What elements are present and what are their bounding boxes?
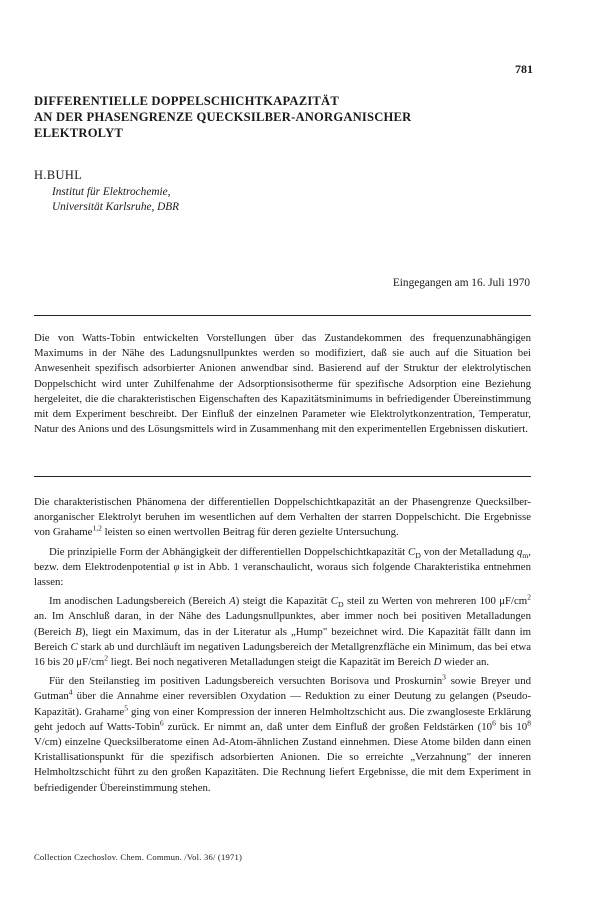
abstract-bottom-rule	[34, 476, 531, 477]
title-line-2: AN DER PHASENGRENZE QUECKSILBER-ANORGANISCHER	[34, 110, 412, 124]
abstract-top-rule	[34, 315, 531, 316]
title-line-1: DIFFERENTIELLE DOPPELSCHICHTKAPAZITÄT	[34, 94, 339, 108]
article-body	[34, 495, 531, 800]
page-number: 781	[515, 62, 533, 76]
received-date: Eingegangen am 16. Juli 1970	[392, 277, 530, 289]
journal-footer: Collection Czechoslov. Chem. Commun. /Vol. 36/ (1971)	[34, 852, 243, 862]
body-paragraph-1: Die charakteristischen Phänomena der differentiellen Doppelschichtkapazität an der Phasengrenze Quecksilber-anorganischer Elektrolyt beruhen im wesentlichen auf dem Verhalten der starren Doppelschicht. Die Ergebnisse von Grahame$^{1,2}$ leisten so einen wertvollen Beitrag für deren gezielte Untersuchung.	[34, 496, 531, 539]
body-paragraph-2: Die prinzipielle Form der Abhängigkeit der differentiellen Doppelschichtkapazität $C_D$ von der Metalladung $q_m$, bezw. dem Elektrodenpotential φ ist in Abb. 1 veranschaulicht, woraus sich folgende Charakteristika entnehmen lassen:	[34, 545, 531, 589]
body-paragraph-3: Im anodischen Ladungsbereich (Bereich A) steigt die Kapazität $C_D$ steil zu Werten von mehreren 100 $\mu F/cm^2$ an. Im Anschluß daran, in der Nähe des Ladungsnullpunktes, aber immer noch bei positiven Metalladungen (Bereich B), liegt ein Maximum, das in der Literatur als „Hump" bezeichnet wird. Die Kapazität fällt dann im Bereich C stark ab und durchläuft im negativen Ladungsbereich der Metallgrenzfläche ein Minimum, das bei etwa 16 bis 20 $\mu F/cm^2$ liegt. Bei noch negativeren Metalladungen steigt die Kapazität im Bereich D wieder an.	[34, 592, 531, 669]
title-line-3: ELEKTROLYT	[34, 126, 124, 140]
body-paragraph-4: Für den Steilanstieg im positiven Ladungsbereich versuchten Borisova und Proskurnin$^3$ sowie Breyer und Gutman$^4$ über die Annahme einer reversiblen Oxydation — Reduktion zu einer Deutung zu gelangen (Pseudo-Kapazität). Grahame$^5$ ging von einer Kompression der inneren Helmholtzschicht aus. Die zwangloseste Erklärung geht jedoch auf Watts-Tobin$^6$ zurück. Er nimmt an, daß unter dem Einfluß der großen Feldstärken ($10^6$ bis $10^8$ V/cm) einzelne Quecksilberatome einen Ad-Atom-ähnlichen Zustand einnehmen. Diese Atome bilden dann einen Kristallisationspunkt für die spezifisch adsorbierten Anionen. Die so erreichte „Verzahnung" der inneren Helmholtzschicht führt zu den großen Kapazitäten. Die Rechnung liefert Ergebnisse, die mit dem Experiment in befriedigender Übereinstimmung stehen.	[34, 672, 531, 794]
reference-marker: 1,2	[92, 523, 102, 533]
affiliation-line-2: Universität Karlsruhe, DBR	[52, 201, 180, 213]
author-affiliation	[52, 185, 179, 215]
article-title	[34, 93, 534, 141]
abstract-text: Die von Watts-Tobin entwickelten Vorstellungen über das Zustandekommen des frequenzunabhängigen Maximums in der Nähe des Ladungsnullpunktes werden so modifiziert, daß sie auch auf die Situation bei Anwesenheit spezifisch adsorbierter Anionen anwendbar sind. Basierend auf der Struktur der elektrolytischen Doppelschicht wird unter Zuhilfenahme der Adsorptionsisotherme für spezifische Adsorption eine Beziehung hergeleitet, die die charakteristischen Eigenschaften des Kapazitätsminimums in befriedigender Übereinstimmung mit dem Experiment beschreibt. Der Einfluß der einzelnen Parameter wie Elektrolytkonzentration, Temperatur, Natur des Anions und des Lösungsmittels wird in Zusammenhang mit den experimentellen Ergebnissen diskutiert.	[34, 332, 531, 436]
affiliation-line-1: Institut für Elektrochemie,	[52, 186, 171, 198]
author-name: H.BUHL	[34, 168, 83, 182]
